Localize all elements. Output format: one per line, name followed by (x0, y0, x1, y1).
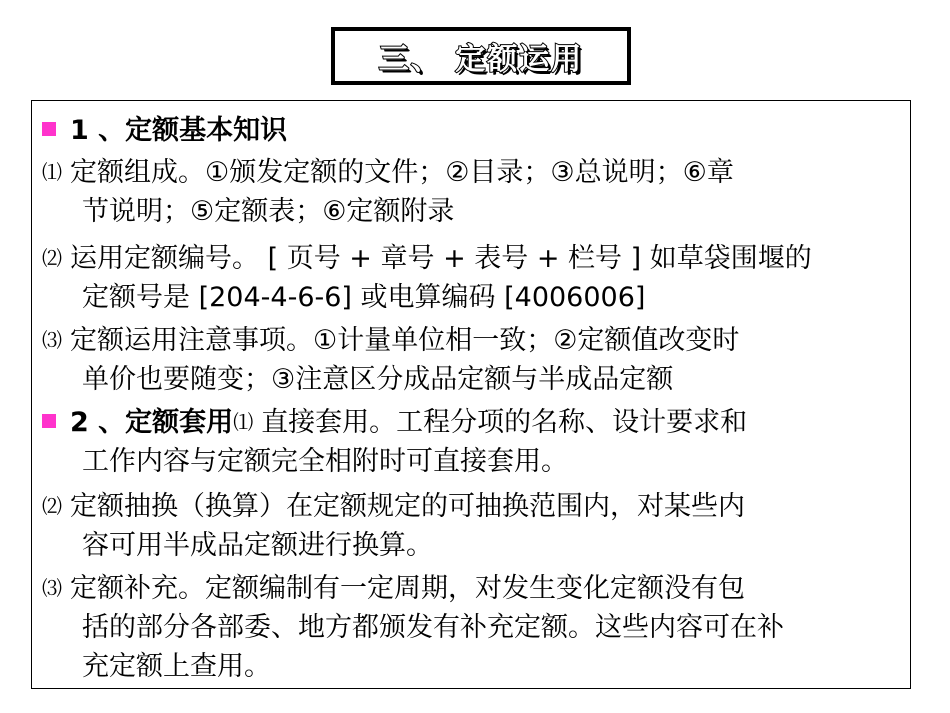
pink-square-bullet-icon (42, 414, 56, 428)
paragraph-1-line-2: 节说明；⑤定额表；⑥定额附录 (82, 196, 455, 227)
paragraph-3-number: ⑶ (42, 328, 62, 352)
paragraph-4-number: ⑵ (42, 494, 62, 518)
paragraph-5-line-1 (42, 569, 902, 608)
paragraph-2-line-1 (42, 239, 902, 278)
title-box (331, 27, 631, 85)
paragraph-2 (42, 239, 902, 317)
paragraph-3-text-1: 定额运用注意事项。①计量单位相一致；②定额值改变时 (70, 325, 740, 356)
paragraph-4-text-1: 定额抽换（换算）在定额规定的可抽换范围内，对某些内 (70, 491, 745, 522)
section-2-text-1: 直接套用。工程分项的名称、设计要求和 (261, 407, 748, 438)
section-1-heading-line (42, 111, 902, 150)
section-2-heading: 2 、定额套用 (70, 407, 234, 438)
paragraph-2-text-1: 运用定额编号。 [ 页号 + 章号 + 表号 + 栏号 ] 如草袋围堰的 (70, 243, 812, 274)
paragraph-4 (42, 487, 902, 565)
section-2-line-2: 工作内容与定额完全相附时可直接套用。 (82, 446, 568, 477)
paragraph-5-text-1: 定额补充。定额编制有一定周期，对发生变化定额没有包 (70, 573, 745, 604)
paragraph-2-line-2: 定额号是 [204-4-6-6] 或电算编码 [4006006] (82, 282, 646, 313)
section-2-number: ⑴ (233, 410, 254, 434)
paragraph-5-line-3: 充定额上查用。 (82, 651, 271, 682)
content-box (31, 100, 911, 689)
section-2-block (42, 403, 902, 481)
section-1-heading-block (42, 111, 902, 150)
paragraph-3 (42, 321, 902, 399)
paragraph-5-line-2: 括的部分各部委、地方都颁发有补充定额。这些内容可在补 (82, 612, 784, 643)
paragraph-4-line-2: 容可用半成品定额进行换算。 (82, 530, 433, 561)
paragraph-5-number: ⑶ (42, 576, 62, 600)
paragraph-5 (42, 569, 902, 686)
section-2-line-1 (42, 403, 902, 442)
page-title: 三、 定额运用 (378, 42, 584, 77)
paragraph-2-number: ⑵ (42, 246, 62, 270)
section-1-heading: 1 、定额基本知识 (70, 115, 288, 146)
pink-square-bullet-icon (42, 122, 56, 136)
paragraph-3-line-2: 单价也要随变；③注意区分成品定额与半成品定额 (82, 364, 674, 395)
paragraph-1 (42, 153, 902, 231)
paragraph-1-text-1: 定额组成。①颁发定额的文件；②目录；③总说明；⑥章 (70, 157, 734, 188)
paragraph-4-line-1 (42, 487, 902, 526)
paragraph-1-line-1 (42, 153, 902, 192)
paragraph-3-line-1 (42, 321, 902, 360)
paragraph-1-number: ⑴ (42, 160, 62, 184)
